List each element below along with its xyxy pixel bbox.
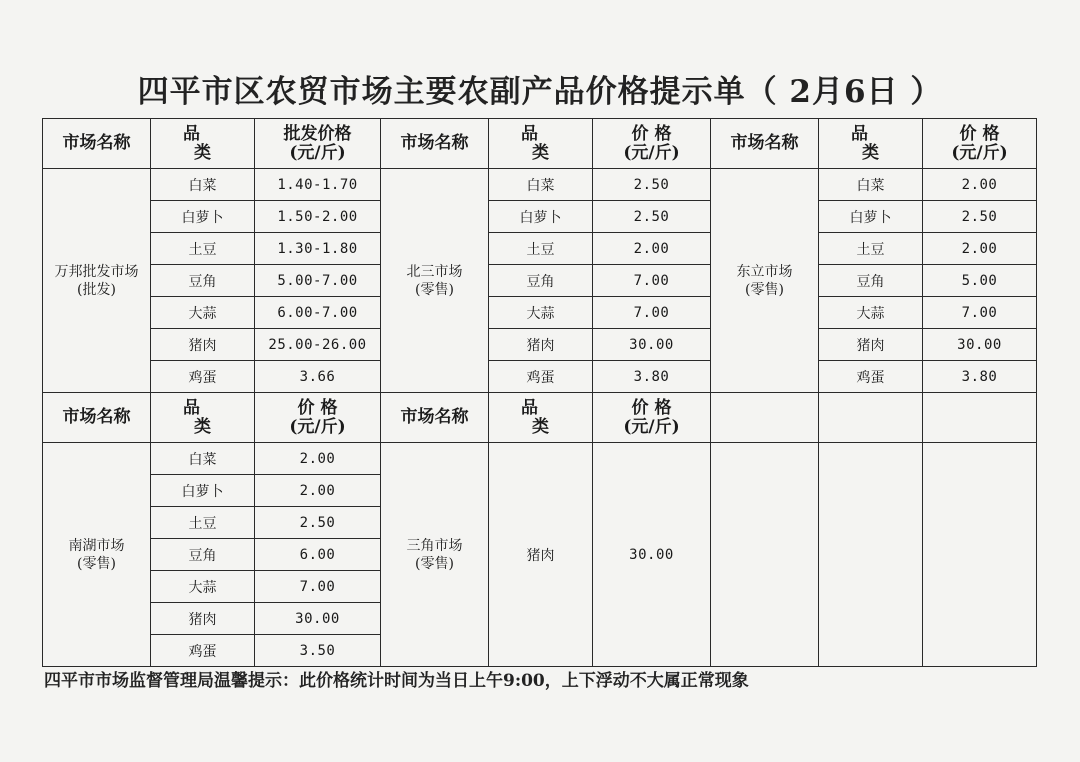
table-row	[43, 265, 1037, 297]
item-cell: 鸡蛋	[489, 361, 593, 393]
market-name-cell: 万邦批发市场 (批发)	[43, 169, 151, 393]
empty-cell	[711, 443, 819, 667]
market-name-cell: 东立市场 (零售)	[711, 169, 819, 393]
footer-note: 四平市市场监督管理局温馨提示：此价格统计时间为当日上午9:00，上下浮动不大属正常现象	[44, 671, 749, 691]
item-cell: 猪肉	[489, 443, 593, 667]
item-cell: 土豆	[489, 233, 593, 265]
document-title: 四平市区农贸市场主要农副产品价格提示单（ 2月6日 ）	[137, 74, 943, 110]
item-cell: 白菜	[151, 443, 255, 475]
item-cell: 白萝卜	[819, 201, 923, 233]
market-name-cell: 三角市场 (零售)	[381, 443, 489, 667]
price-table	[42, 118, 1037, 667]
item-cell: 豆角	[151, 539, 255, 571]
col-header-price: 价 格 (元/斤)	[593, 119, 711, 169]
item-cell: 白菜	[819, 169, 923, 201]
col-header-market: 市场名称	[711, 119, 819, 169]
col-header-market: 市场名称	[381, 393, 489, 443]
item-cell: 鸡蛋	[151, 635, 255, 667]
empty-cell	[923, 393, 1037, 443]
price-cell: 30.00	[593, 443, 711, 667]
table-row	[43, 169, 1037, 201]
price-cell: 1.30-1.80	[255, 233, 381, 265]
price-cell: 2.00	[593, 233, 711, 265]
price-cell: 25.00-26.00	[255, 329, 381, 361]
item-cell: 土豆	[151, 507, 255, 539]
header-row	[43, 119, 1037, 169]
price-cell: 3.80	[593, 361, 711, 393]
price-cell: 2.00	[923, 169, 1037, 201]
empty-cell	[711, 393, 819, 443]
item-cell: 猪肉	[151, 329, 255, 361]
col-header-price: 批发价格 (元/斤)	[255, 119, 381, 169]
price-cell: 2.50	[593, 201, 711, 233]
table-row	[43, 443, 1037, 475]
item-cell: 豆角	[819, 265, 923, 297]
item-cell: 大蒜	[819, 297, 923, 329]
item-cell: 豆角	[489, 265, 593, 297]
empty-cell	[819, 443, 923, 667]
empty-cell	[819, 393, 923, 443]
item-cell: 豆角	[151, 265, 255, 297]
item-cell: 猪肉	[489, 329, 593, 361]
price-cell: 30.00	[255, 603, 381, 635]
price-cell: 2.00	[923, 233, 1037, 265]
item-cell: 鸡蛋	[819, 361, 923, 393]
col-header-category: 品 类	[819, 119, 923, 169]
item-cell: 白萝卜	[489, 201, 593, 233]
price-cell: 30.00	[923, 329, 1037, 361]
col-header-category: 品 类	[489, 119, 593, 169]
item-cell: 大蒜	[151, 571, 255, 603]
price-cell: 7.00	[255, 571, 381, 603]
item-cell: 猪肉	[819, 329, 923, 361]
header-row	[43, 393, 1037, 443]
price-cell: 6.00-7.00	[255, 297, 381, 329]
col-header-market: 市场名称	[43, 119, 151, 169]
item-cell: 白萝卜	[151, 475, 255, 507]
price-cell: 2.50	[923, 201, 1037, 233]
price-cell: 2.00	[255, 443, 381, 475]
empty-cell	[923, 443, 1037, 667]
item-cell: 白菜	[151, 169, 255, 201]
table-row	[43, 201, 1037, 233]
table-row	[43, 297, 1037, 329]
item-cell: 白萝卜	[151, 201, 255, 233]
market-name-cell: 南湖市场 (零售)	[43, 443, 151, 667]
price-cell: 7.00	[923, 297, 1037, 329]
price-cell: 3.80	[923, 361, 1037, 393]
item-cell: 大蒜	[489, 297, 593, 329]
item-cell: 土豆	[819, 233, 923, 265]
item-cell: 白菜	[489, 169, 593, 201]
price-cell: 7.00	[593, 265, 711, 297]
item-cell: 猪肉	[151, 603, 255, 635]
price-cell: 7.00	[593, 297, 711, 329]
col-header-market: 市场名称	[381, 119, 489, 169]
item-cell: 土豆	[151, 233, 255, 265]
price-cell: 3.66	[255, 361, 381, 393]
col-header-category: 品 类	[151, 393, 255, 443]
price-cell: 2.50	[255, 507, 381, 539]
price-cell: 5.00	[923, 265, 1037, 297]
item-cell: 鸡蛋	[151, 361, 255, 393]
col-header-price: 价 格 (元/斤)	[923, 119, 1037, 169]
price-cell: 5.00-7.00	[255, 265, 381, 297]
price-cell: 30.00	[593, 329, 711, 361]
price-cell: 2.50	[593, 169, 711, 201]
col-header-market: 市场名称	[43, 393, 151, 443]
item-cell: 大蒜	[151, 297, 255, 329]
col-header-category: 品 类	[151, 119, 255, 169]
price-cell: 3.50	[255, 635, 381, 667]
table-row	[43, 233, 1037, 265]
price-cell: 1.50-2.00	[255, 201, 381, 233]
table-row	[43, 329, 1037, 361]
col-header-price: 价 格 (元/斤)	[593, 393, 711, 443]
table-row	[43, 361, 1037, 393]
col-header-category: 品 类	[489, 393, 593, 443]
market-name-cell: 北三市场 (零售)	[381, 169, 489, 393]
price-cell: 1.40-1.70	[255, 169, 381, 201]
price-cell: 6.00	[255, 539, 381, 571]
col-header-price: 价 格 (元/斤)	[255, 393, 381, 443]
price-cell: 2.00	[255, 475, 381, 507]
